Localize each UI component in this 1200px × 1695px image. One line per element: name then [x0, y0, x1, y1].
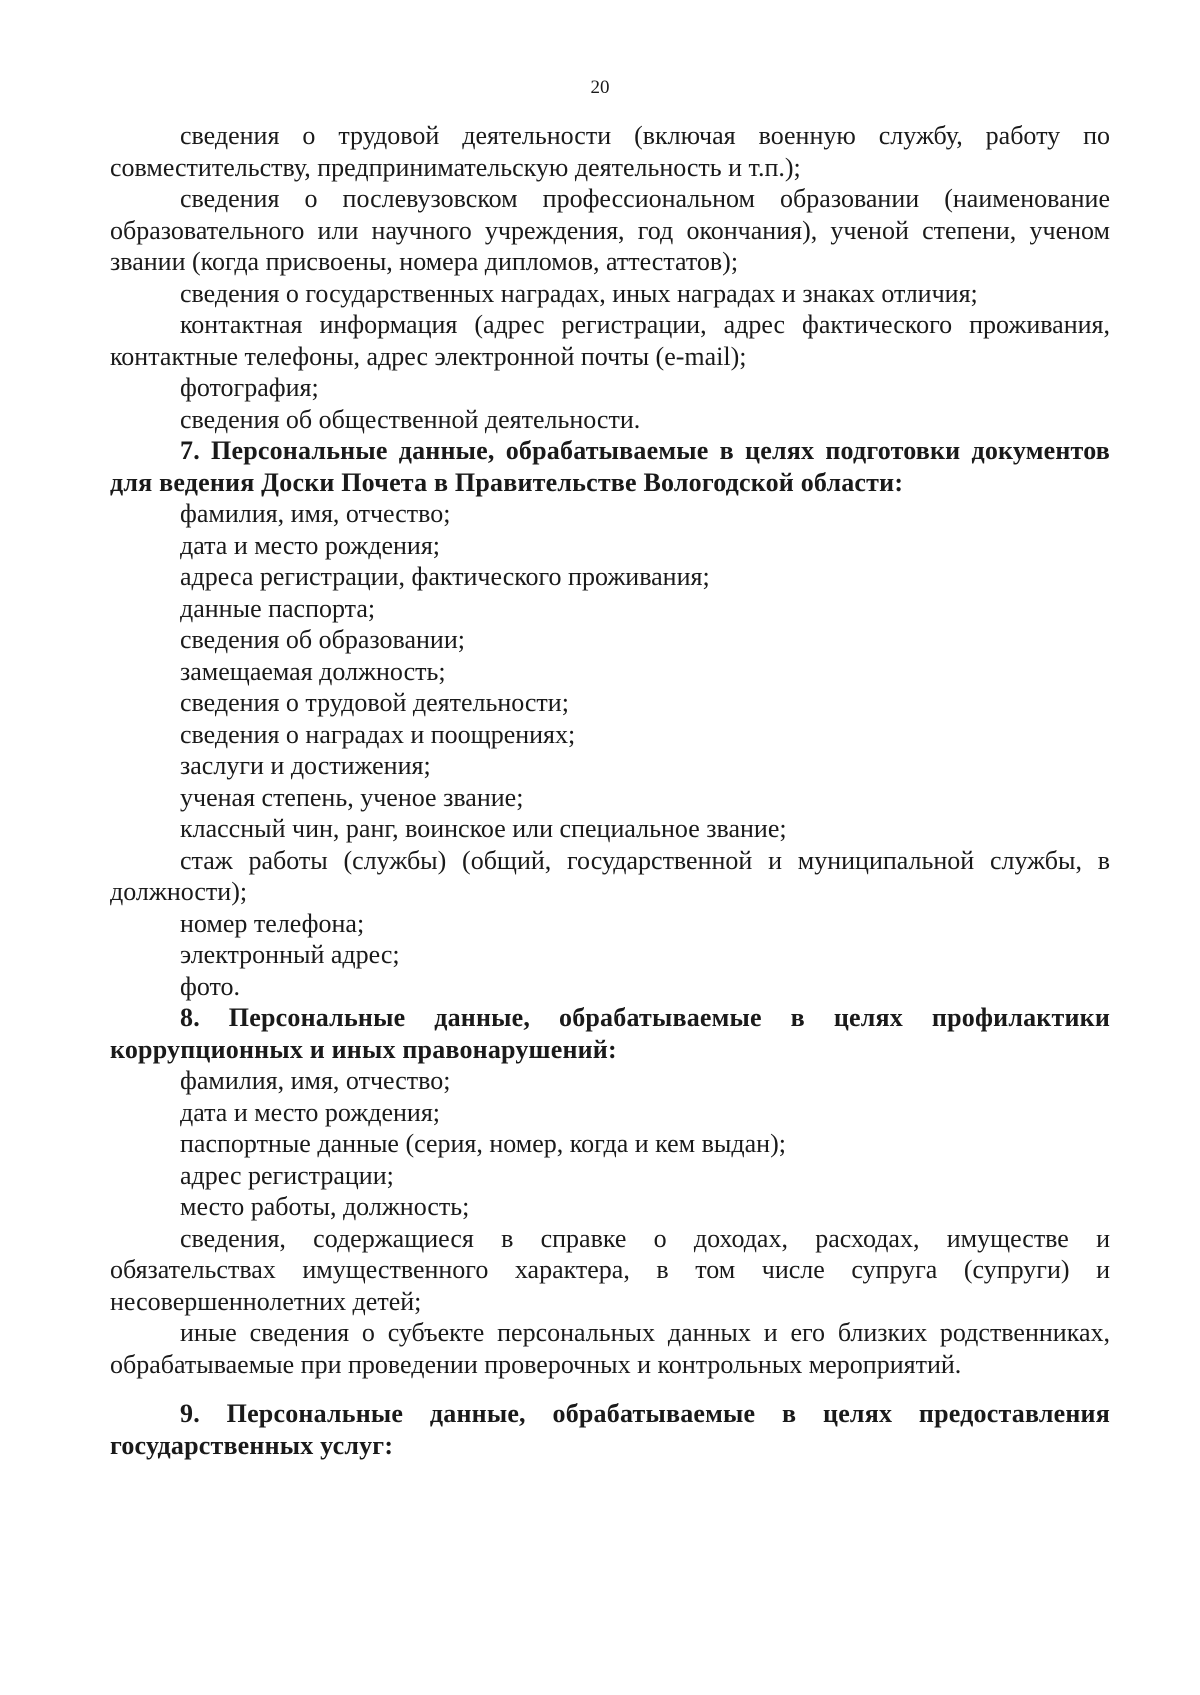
- list-item-paragraph: ученая степень, ученое звание;: [180, 782, 524, 812]
- list-item-paragraph: фамилия, имя, отчество;: [180, 1066, 451, 1095]
- list-item-paragraph: номер телефона;: [180, 908, 365, 938]
- list-item-paragraph: контактная информация (адрес регистрации, адрес фактического проживания, контактные телефоны, адрес электронной почты (e-mail);: [110, 310, 1110, 371]
- section-heading: 7. Персональные данные, обрабатываемые в целях подготовки документов для ведения Доски Почета в Правительстве Вологодской области:: [110, 436, 1110, 497]
- list-item-paragraph: сведения о трудовой деятельности;: [180, 688, 569, 717]
- list-item-paragraph: данные паспорта;: [180, 593, 376, 623]
- list-item-paragraph: классный чин, ранг, воинское или специальное звание;: [180, 814, 787, 843]
- list-item-paragraph: сведения об образовании;: [180, 625, 465, 654]
- list-item-paragraph: иные сведения о субъекте персональных данных и его близких родственниках, обрабатываемые при проведении проверочных и контрольных мероприятий.: [110, 1318, 1110, 1379]
- list-item-paragraph: место работы, должность;: [180, 1192, 470, 1221]
- list-item-paragraph: фото.: [180, 971, 241, 1001]
- list-item-paragraph: сведения о наградах и поощрениях;: [180, 719, 576, 749]
- list-item-paragraph: фотография;: [180, 373, 319, 402]
- document-body: [110, 120, 1110, 1461]
- list-item-paragraph: сведения о государственных наградах, иных наградах и знаках отличия;: [180, 278, 978, 308]
- list-item-paragraph: сведения, содержащиеся в справке о доходах, расходах, имуществе и обязательствах имущественного характера, в том числе супруга (супруги) и несовершеннолетних детей;: [110, 1223, 1110, 1316]
- page-number: 20: [590, 77, 610, 98]
- section-heading: 8. Персональные данные, обрабатываемые в целях профилактики коррупционных и иных правонарушений:: [110, 1003, 1110, 1064]
- section-spacer: [110, 1380, 1110, 1398]
- list-item-paragraph: электронный адрес;: [180, 940, 400, 969]
- list-item-paragraph: адреса регистрации, фактического проживания;: [180, 562, 710, 591]
- section-heading: 9. Персональные данные, обрабатываемые в целях предоставления государственных услуг:: [110, 1399, 1110, 1460]
- list-item-paragraph: заслуги и достижения;: [180, 751, 431, 780]
- list-item-paragraph: замещаемая должность;: [180, 656, 446, 686]
- list-item-paragraph: сведения о трудовой деятельности (включая военную службу, работу по совместительству, предпринимательскую деятельность и т.п.);: [110, 121, 1110, 182]
- list-item-paragraph: стаж работы (службы) (общий, государственной и муниципальной службы, в должности);: [110, 845, 1110, 906]
- list-item-paragraph: сведения о послевузовском профессиональном образовании (наименование образовательного или научного учреждения, год окончания), ученой степени, ученом звании (когда присвоены, номера дипломов, аттестатов);: [110, 184, 1110, 276]
- list-item-paragraph: фамилия, имя, отчество;: [180, 499, 451, 528]
- list-item-paragraph: сведения об общественной деятельности.: [180, 404, 641, 434]
- list-item-paragraph: паспортные данные (серия, номер, когда и кем выдан);: [180, 1129, 786, 1158]
- list-item-paragraph: дата и место рождения;: [180, 1097, 441, 1127]
- list-item-paragraph: дата и место рождения;: [180, 530, 441, 560]
- list-item-paragraph: адрес регистрации;: [180, 1160, 394, 1190]
